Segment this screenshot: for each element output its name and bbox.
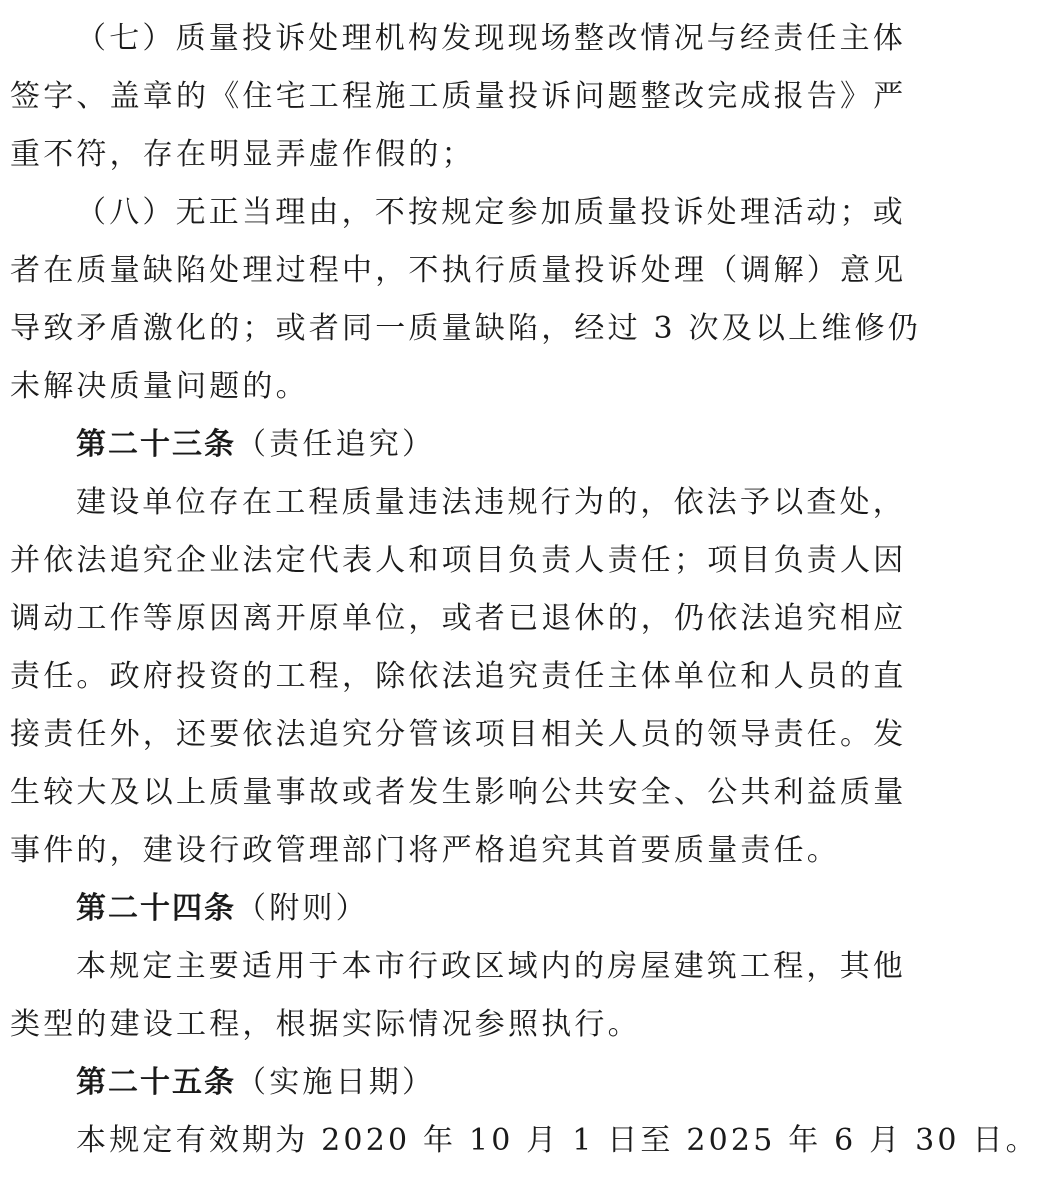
paragraph-line: 本规定主要适用于本市行政区域内的房屋建筑工程，其他: [76, 949, 906, 984]
article-24-section: [10, 880, 906, 1054]
paragraph-line: 并依法追究企业法定代表人和项目负责人责任；项目负责人因: [10, 543, 907, 578]
article-heading: [10, 416, 876, 474]
article-23-title: 第二十三条: [76, 427, 236, 462]
article-24-subtitle: （附则）: [236, 891, 369, 926]
paragraph-line: 调动工作等原因离开原单位，或者已退休的，仍依法追究相应: [10, 601, 907, 636]
paragraph-line: 生较大及以上质量事故或者发生影响公共安全、公共利益质量: [10, 775, 907, 810]
article-24-title: 第二十四条: [76, 891, 236, 926]
paragraph-line: 本规定有效期为 2020 年 10 月 1 日至 2025 年 6 月 30 日。: [76, 1123, 1039, 1158]
article-heading: [10, 880, 876, 938]
paragraph-line: 类型的建设工程，根据实际情况参照执行。: [10, 1007, 641, 1042]
paragraph-line: （八）无正当理由，不按规定参加质量投诉处理活动；或: [76, 195, 906, 230]
paragraph-line: 接责任外，还要依法追究分管该项目相关人员的领导责任。发: [10, 717, 907, 752]
article-25-subtitle: （实施日期）: [236, 1065, 436, 1100]
paragraph-line: 者在质量缺陷处理过程中，不执行质量投诉处理（调解）意见: [10, 253, 907, 288]
paragraph-line: 导致矛盾激化的；或者同一质量缺陷，经过 3 次及以上维修仍: [10, 311, 921, 346]
paragraph-line: 事件的，建设行政管理部门将严格追究其首要质量责任。: [10, 833, 840, 868]
paragraph-line: 签字、盖章的《住宅工程施工质量投诉问题整改完成报告》严: [10, 79, 907, 114]
paragraph-line: （七）质量投诉处理机构发现现场整改情况与经责任主体: [76, 21, 906, 56]
article-25-title: 第二十五条: [76, 1065, 236, 1100]
paragraph-line: 未解决质量问题的。: [10, 369, 309, 404]
article-heading: [10, 1054, 876, 1112]
document-page: [10, 0, 1039, 1170]
paragraph-line: 重不符，存在明显弄虚作假的；: [10, 137, 475, 172]
article-23-subtitle: （责任追究）: [236, 427, 436, 462]
item-8-paragraph: [10, 184, 921, 416]
paragraph-line: 建设单位存在工程质量违法违规行为的，依法予以查处，: [76, 485, 906, 520]
article-25-section: [10, 1054, 1039, 1170]
paragraph-line: 责任。政府投资的工程，除依法追究责任主体单位和人员的直: [10, 659, 907, 694]
article-23-section: [10, 416, 907, 880]
item-7-paragraph: [10, 10, 907, 184]
